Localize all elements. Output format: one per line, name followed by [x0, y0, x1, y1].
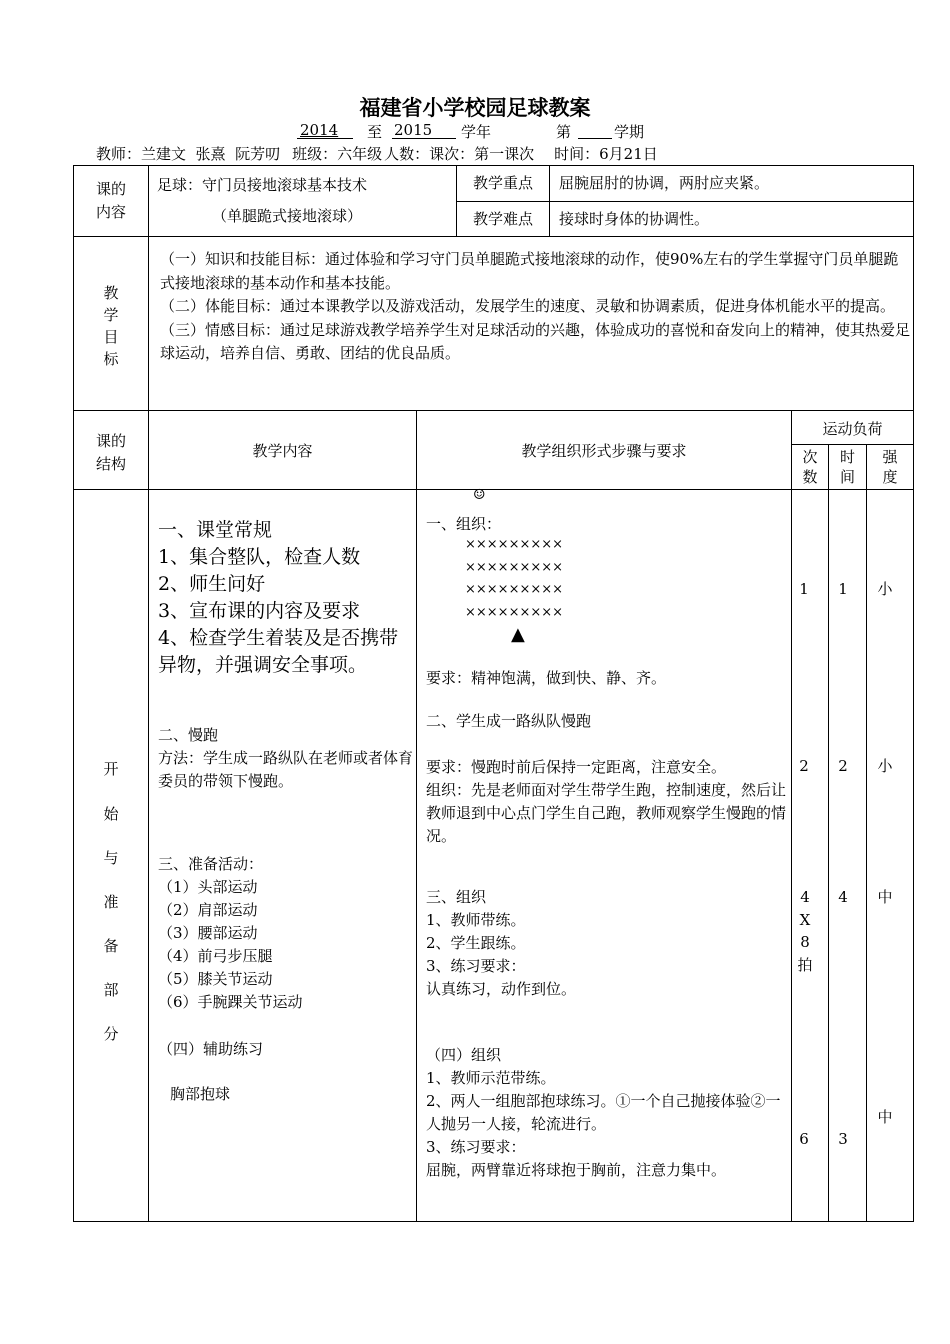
aux-practice-item: 胸部抱球 [170, 1085, 231, 1103]
student-count: 人数： [384, 145, 430, 163]
lesson-content-line1: 足球：守门员接地滚球基本技术 [157, 176, 368, 194]
section-label-char: 备 [103, 937, 119, 955]
section-label-char: 与 [103, 849, 119, 867]
load-intensity: 中 [877, 888, 893, 906]
col-border [866, 444, 867, 1221]
col-border [73, 165, 74, 1221]
col-border [913, 165, 914, 1221]
section-label-char: 开 [103, 760, 119, 778]
row-border [73, 165, 914, 166]
load-intensity: 小 [877, 580, 893, 598]
row-border [73, 236, 914, 237]
formation-row: ××××××××× [465, 604, 564, 620]
intensity-header: 强 度 [882, 448, 898, 486]
load-duration: 4 [838, 888, 848, 906]
xuenian-label: 学年 [461, 123, 492, 141]
year-from-value: 2014 [300, 121, 339, 139]
content-header: 教学内容 [252, 442, 313, 460]
aux-practice-title: （四）辅助练习 [158, 1040, 264, 1058]
req1: 要求：精神饱满，做到快、静、齐。 [426, 669, 667, 687]
teacher-triangle-icon: ▲ [511, 624, 525, 645]
load-times: 4 X 8 拍 [797, 888, 813, 974]
load-duration: 2 [838, 757, 848, 775]
smiley-icon: ☺ [473, 487, 486, 503]
load-times: 6 [799, 1130, 809, 1148]
jog-block: 二、慢跑 方法：学生成一路纵队在老师或者体育委员的带领下慢跑。 [158, 726, 414, 790]
row-border [73, 489, 914, 490]
objectives-label: 教学目标 [103, 284, 119, 368]
row-border [73, 1221, 914, 1222]
col-border [828, 444, 829, 1221]
lesson-content-label: 课的 内容 [95, 180, 126, 221]
year-to-value: 2015 [394, 121, 433, 139]
section-label-char: 部 [103, 981, 119, 999]
section-label-char: 分 [103, 1025, 119, 1043]
row-border [456, 201, 914, 202]
difficulty-value: 接球时身体的协调性。 [559, 210, 710, 228]
col-border [148, 165, 149, 1221]
row-border [73, 410, 914, 411]
col-border [416, 410, 417, 1221]
page-title: 福建省小学校园足球教案 [359, 95, 591, 120]
xueqi-label: 学期 [614, 123, 645, 141]
load-times: 2 [799, 757, 809, 775]
key-point-label: 教学重点 [472, 174, 533, 192]
objectives-text: （一）知识和技能目标：通过体验和学习守门员单腿跪式接地滚球的动作，使90%左右的学生掌握守门员单腿跪式接地滚球的基本动作和基本技能。 （二）体能目标：通过本课教学以及游戏活动，发展学生的速度、灵敏和协调素质，促进身体机能水平的提高。 （三）情感目标：通过足球游戏教学培养学生对足球活动的兴趣，体验成功的喜悦和奋发向上的精神，使其热爱足球运动，培养自信、勇敢、团结的优良品质。 [160, 250, 911, 362]
class-info: 班级：六年级 [292, 145, 383, 163]
org1-title: 一、组织： [426, 515, 502, 533]
times-header: 次 数 [802, 448, 818, 486]
routine-block: 一、课堂常规 1、集合整队，检查人数 2、师生问好 3、宣布课的内容及要求 4、检查学生着装及是否携带异物，并强调安全事项。 [158, 519, 399, 676]
header-info-line [96, 143, 670, 164]
org3-block: 三、组织 1、教师带练。 2、学生跟练。 3、练习要求： 认真练习，动作到位。 [426, 888, 577, 998]
load-intensity: 小 [877, 757, 893, 775]
di-label: 第 [556, 123, 572, 141]
duration-header: 时 间 [839, 448, 855, 486]
key-point-value: 屈腕屈肘的协调，两肘应夹紧。 [559, 174, 770, 192]
org2-block: 二、学生成一路纵队慢跑 要求：慢跑时前后保持一定距离，注意安全。 组织：先是老师面对学生带学生跑，控制速度，然后让教师退到中心点门学生自己跑，教师观察学生慢跑的情况。 [426, 712, 787, 845]
year-from-underline [297, 121, 353, 139]
teachers: 教师：兰建文 张熹 阮芳叨 [96, 145, 281, 163]
section-label-char: 准 [103, 893, 119, 911]
section-label-char: 始 [103, 805, 119, 823]
structure-label: 课的 结构 [95, 432, 126, 473]
load-duration: 1 [838, 580, 848, 598]
lesson-info: 课次：第一课次 [429, 145, 535, 163]
formation-block [465, 534, 563, 624]
year-to-underline [392, 121, 456, 139]
organization-header: 教学组织形式步骤与要求 [521, 442, 687, 460]
zhi-label: 至 [367, 123, 383, 141]
row-border [791, 444, 914, 445]
load-header: 运动负荷 [822, 420, 883, 438]
lesson-content-line2: （单腿跪式接地滚球） [212, 207, 363, 225]
org4-block: （四）组织 1、教师示范带练。 2、两人一组胞部抱球练习。①一个自己抛接体验②一人抛另一人接，轮流进行。 3、练习要求： 屈腕，两臂靠近将球抱于胸前，注意力集中。 [426, 1046, 781, 1179]
formation-row: ××××××××× [465, 582, 564, 597]
load-intensity: 中 [877, 1108, 893, 1126]
formation-row: ××××××××× [465, 537, 564, 552]
col-border [549, 165, 550, 236]
time-info: 时间：6月21日 [554, 145, 658, 163]
load-times: 1 [799, 580, 809, 598]
warmup-block: 三、准备活动： （1）头部运动 （2）肩部运动 （3）腰部运动 （4）前弓步压腿 （5）膝关节运动 （6）手腕踝关节运动 [158, 855, 303, 1011]
term-blank [578, 121, 612, 139]
formation-row: ××××××××× [465, 559, 564, 575]
difficulty-label: 教学难点 [472, 210, 533, 228]
col-border [791, 410, 792, 1221]
load-duration: 3 [838, 1130, 848, 1148]
